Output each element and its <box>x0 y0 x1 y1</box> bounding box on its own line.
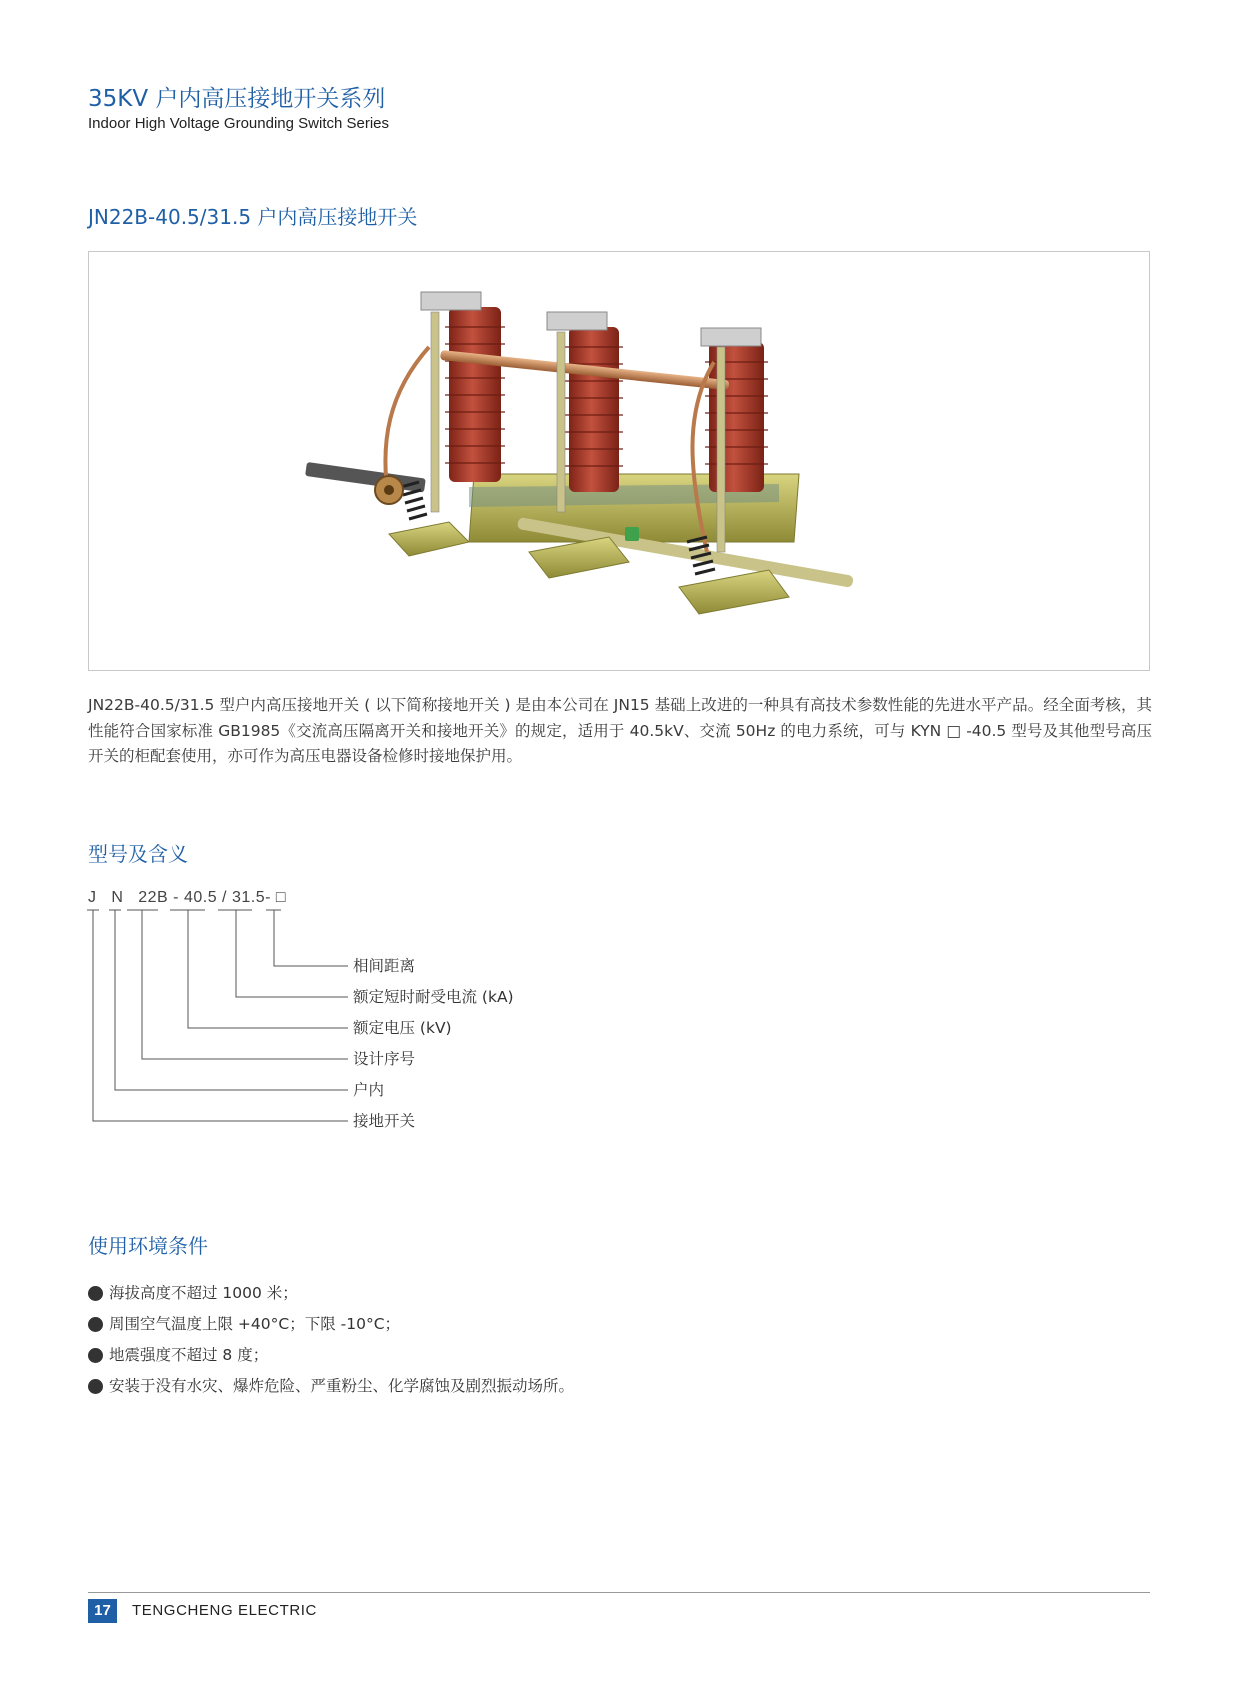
series-title-cn: 35KV 户内高压接地开关系列 <box>88 86 386 112</box>
code-n: N <box>111 889 124 906</box>
code-dash-1: - <box>173 889 179 906</box>
series-title-en: Indoor High Voltage Grounding Switch Series <box>88 115 390 132</box>
grounding-switch-illustration <box>89 252 1149 670</box>
model-code <box>88 887 286 909</box>
meaning-rated-voltage: 额定电压 (kV) <box>353 1019 452 1037</box>
bullet-icon <box>88 1286 103 1301</box>
product-photo <box>88 251 1150 671</box>
code-box: □ <box>275 889 287 906</box>
insulator-right <box>701 328 768 492</box>
code-dash-2: - <box>265 889 271 906</box>
environment-item-text: 安装于没有水灾、爆炸危险、严重粉尘、化学腐蚀及剧烈振动场所。 <box>109 1377 575 1395</box>
list-item <box>88 1340 574 1371</box>
footer-brand: TENGCHENG ELECTRIC <box>132 1602 317 1619</box>
bullet-icon <box>88 1379 103 1394</box>
environment-item-text: 海拔高度不超过 1000 米； <box>109 1284 298 1302</box>
bullet-icon <box>88 1348 103 1363</box>
environment-item-text: 地震强度不超过 8 度； <box>109 1346 269 1364</box>
meaning-design-serial: 设计序号 <box>353 1050 416 1068</box>
code-slash: / <box>222 889 227 906</box>
environment-list <box>88 1278 574 1402</box>
product-title: JN22B-40.5/31.5 户内高压接地开关 <box>88 205 418 229</box>
product-description <box>88 693 1152 770</box>
page-number: 17 <box>88 1599 117 1623</box>
code-voltage: 40.5 <box>183 889 218 906</box>
list-item <box>88 1309 574 1340</box>
meaning-grounding-switch: 接地开关 <box>353 1112 416 1130</box>
environment-item-text: 周围空气温度上限 +40°C；下限 -10°C； <box>109 1315 401 1333</box>
list-item <box>88 1371 574 1402</box>
meaning-phase-distance: 相间距离 <box>353 957 416 975</box>
bullet-icon <box>88 1317 103 1332</box>
code-j: J <box>88 889 97 906</box>
footer-divider <box>88 1592 1150 1593</box>
product-description-text: JN22B-40.5/31.5 型户内高压接地开关 ( 以下简称接地开关 ) 是由本公司在 JN15 基础上改进的一种具有高技术参数性能的先进水平产品。经全面考核，其性能符合国家标准 GB1985《交流高压隔离开关和接地开关》的规定，适用于 40.5kV、交流 50Hz 的电力系统，可与 KYN □ -40.5 型号及其他型号高压开关的柜配套使用，亦可作为高压电器设备检修时接地保护用。 <box>88 696 1152 765</box>
meaning-indoor: 户内 <box>353 1081 385 1099</box>
environment-section-title: 使用环境条件 <box>88 1234 208 1258</box>
code-22b: 22B <box>138 889 169 906</box>
list-item <box>88 1278 574 1309</box>
code-current: 31.5 <box>231 889 266 906</box>
model-section-title: 型号及含义 <box>88 842 188 866</box>
meaning-short-time-current: 额定短时耐受电流 (kA) <box>353 988 514 1006</box>
